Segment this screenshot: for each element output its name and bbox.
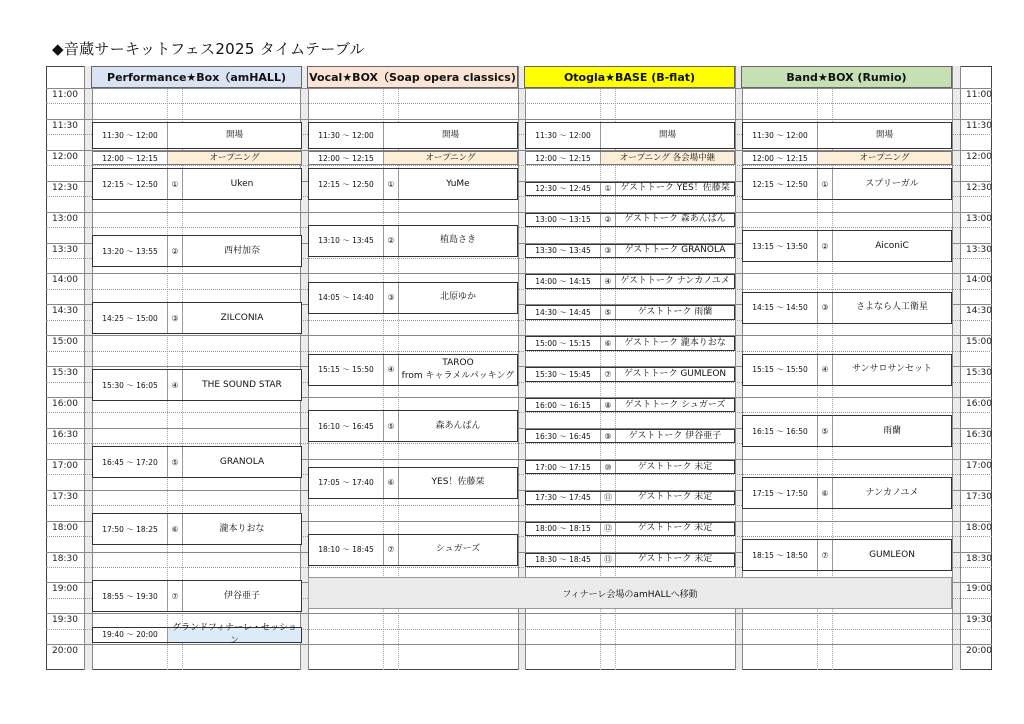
event-number: ③ [168, 303, 183, 333]
event-name: ゲストトーク ナンカノユメ [620, 276, 730, 287]
event-slot [742, 477, 952, 509]
time-label-right: 14:30 [966, 306, 992, 317]
event-time: 15:30 ～ 15:45 [526, 368, 601, 380]
time-label-left: 11:00 [52, 90, 78, 100]
event-slot [742, 539, 952, 571]
venue-header: Otogla★BASE (B-flat) [524, 66, 735, 88]
event-number: ⑦ [601, 368, 616, 380]
event-number: ② [168, 236, 183, 266]
event-number: ⑥ [601, 337, 616, 349]
event-name: ゲストトーク 伊谷亜子 [628, 430, 722, 441]
column-gap-stripe [84, 66, 92, 670]
time-label-right: 15:30 [966, 368, 992, 379]
event-number: ⑥ [168, 514, 183, 544]
time-label-right: 15:00 [966, 337, 992, 348]
event-slot [308, 354, 518, 386]
event-time: 11:30 ～ 12:00 [309, 123, 384, 148]
event-slot [92, 446, 302, 478]
event-name: 森あんぱん [435, 420, 481, 431]
time-label-right: 20:00 [966, 646, 992, 657]
event-time: 13:10 ～ 13:45 [309, 226, 384, 256]
event-name: オープニング 各会場中継 [619, 152, 716, 163]
event-name: YES！佐藤栞 [431, 477, 485, 488]
event-name: ZILCONIA [220, 312, 264, 323]
event-time: 16:00 ～ 16:15 [526, 399, 601, 411]
event-number: ⑤ [601, 306, 616, 318]
time-row-line [46, 273, 992, 274]
time-label-right: 17:30 [966, 491, 992, 502]
event-number: ⑦ [818, 540, 833, 570]
time-label-left: 20:00 [52, 646, 78, 657]
event-slot [742, 230, 952, 262]
event-number: ⑬ [601, 554, 616, 566]
event-slot [308, 151, 518, 165]
event-time: 12:00 ～ 12:15 [743, 152, 818, 164]
event-number: ⑨ [601, 430, 616, 442]
time-label-right: 13:00 [966, 213, 992, 224]
event-name: ゲストトーク YES！佐藤栞 [620, 183, 730, 194]
time-label-right: 17:00 [966, 460, 992, 471]
event-number: ⑥ [384, 468, 399, 498]
time-label-left: 15:30 [52, 368, 78, 379]
event-number: ⑩ [601, 461, 616, 473]
event-name: ゲストトーク 未定 [637, 554, 713, 565]
event-time: 12:15 ～ 12:50 [743, 169, 818, 199]
event-slot [742, 415, 952, 447]
time-label-left: 16:00 [52, 399, 78, 409]
event-time: 17:15 ～ 17:50 [743, 478, 818, 508]
event-time: 18:15 ～ 18:50 [743, 540, 818, 570]
time-label-left: 16:30 [52, 429, 78, 440]
venue-header: Performance★Box（amHALL) [91, 66, 302, 88]
event-number: ② [384, 226, 399, 256]
event-name: ナンカノユメ [865, 487, 919, 498]
event-time: 12:15 ～ 12:50 [309, 169, 384, 199]
event-number: ⑥ [818, 478, 833, 508]
event-name: 西村加奈 [223, 245, 260, 256]
event-name: グランドフィナーレ・セッション [172, 622, 297, 646]
event-name: サンサロサンセット [851, 364, 933, 375]
event-slot [525, 274, 735, 288]
event-name: 開場 [875, 129, 893, 140]
event-time: 15:15 ～ 15:50 [309, 355, 384, 385]
column-line [952, 66, 953, 670]
event-number: ② [818, 231, 833, 261]
time-label-right: 18:00 [966, 522, 992, 533]
half-row-line [46, 289, 992, 290]
event-name: さよなら人工衛星 [855, 302, 928, 313]
half-row-line [46, 351, 992, 352]
time-row-line [46, 88, 992, 89]
event-slot [525, 182, 735, 196]
event-slot [92, 580, 302, 612]
event-number: ② [601, 214, 616, 226]
half-row-line [46, 412, 992, 413]
event-time: 13:15 ～ 13:50 [743, 231, 818, 261]
time-label-left: 13:00 [52, 213, 78, 224]
time-label-right: 11:00 [966, 90, 992, 100]
event-slot [308, 534, 518, 566]
half-row-line [46, 165, 992, 166]
event-number: ⑤ [168, 447, 183, 477]
event-slot [525, 522, 735, 536]
event-name: 植島さき [439, 235, 476, 246]
time-label-right: 19:30 [966, 615, 992, 626]
event-slot [92, 122, 302, 149]
column-line [84, 66, 85, 670]
event-slot [525, 305, 735, 319]
event-number: ③ [818, 293, 833, 323]
event-slot [525, 553, 735, 567]
event-slot [92, 151, 302, 165]
event-number: ⑦ [384, 535, 399, 565]
event-name: 開場 [658, 129, 676, 140]
event-time: 13:00 ～ 13:15 [526, 214, 601, 226]
event-time: 12:00 ～ 12:15 [309, 152, 384, 164]
time-row-line [46, 119, 992, 120]
event-slot [742, 354, 952, 386]
event-time: 14:15 ～ 14:50 [743, 293, 818, 323]
event-name: 雨蘭 [882, 425, 901, 436]
time-label-left: 12:30 [52, 182, 78, 193]
event-name: オープニング [859, 152, 910, 163]
event-time: 16:45 ～ 17:20 [93, 447, 168, 477]
event-name: GUMLEON [869, 549, 915, 560]
event-time: 14:30 ～ 14:45 [526, 306, 601, 318]
event-slot [308, 282, 518, 314]
event-name: THE SOUND STAR [202, 379, 282, 390]
event-number: ① [168, 169, 183, 199]
event-number: ⑦ [168, 581, 183, 611]
event-name: ゲストトーク 未定 [637, 492, 713, 503]
event-slot [525, 460, 735, 474]
event-number: ③ [601, 245, 616, 257]
event-time: 12:00 ～ 12:15 [93, 152, 168, 164]
event-slot [308, 410, 518, 442]
event-slot [92, 235, 302, 267]
event-slot [525, 491, 735, 505]
time-label-right: 13:30 [966, 244, 992, 255]
event-slot [92, 302, 302, 334]
time-label-left: 11:30 [52, 120, 78, 131]
event-name: ゲストトーク GRANOLA [624, 245, 726, 256]
time-label-right: 16:30 [966, 429, 992, 440]
time-label-right: 12:30 [966, 182, 992, 193]
event-name: 伊谷亜子 [223, 590, 260, 601]
page-title: ◆音蔵サーキットフェス2025 タイムテーブル [52, 40, 365, 58]
event-slot [742, 151, 952, 165]
time-label-left: 12:00 [52, 151, 78, 162]
event-time: 18:55 ～ 19:30 [93, 581, 168, 611]
event-time: 16:30 ～ 16:45 [526, 430, 601, 442]
event-number: ① [818, 169, 833, 199]
event-name: ゲストトーク 瀧本りおな [624, 337, 726, 348]
event-slot [525, 367, 735, 381]
event-slot [525, 122, 735, 149]
event-time: 17:50 ～ 18:25 [93, 514, 168, 544]
event-time: 17:05 ～ 17:40 [309, 468, 384, 498]
time-label-left: 19:00 [52, 584, 78, 595]
event-number: ④ [384, 355, 399, 385]
event-name: 開場 [225, 129, 243, 140]
event-time: 16:10 ～ 16:45 [309, 411, 384, 441]
time-label-right: 14:00 [966, 275, 992, 286]
event-name: YuMe [446, 178, 470, 189]
half-row-line [46, 103, 992, 104]
event-name: ゲストトーク GUMLEON [623, 368, 727, 379]
event-time: 12:30 ～ 12:45 [526, 183, 601, 195]
event-slot [525, 213, 735, 227]
event-slot [525, 429, 735, 443]
event-number: ⑪ [601, 492, 616, 504]
venue-header: Vocal★BOX（Soap opera classics) [307, 66, 518, 88]
event-time: 11:30 ～ 12:00 [743, 123, 818, 148]
event-number: ③ [384, 283, 399, 313]
event-name: ゲストトーク 森あんぱん [624, 214, 726, 225]
event-number: ⑫ [601, 523, 616, 535]
event-number: ① [601, 183, 616, 195]
event-slot [742, 122, 952, 149]
event-time: 18:00 ～ 18:15 [526, 523, 601, 535]
event-slot [742, 168, 952, 200]
event-slot [742, 292, 952, 324]
event-name: 瀧本りおな [219, 523, 265, 534]
event-number: ⑤ [818, 416, 833, 446]
column-line [960, 66, 961, 670]
time-label-right: 12:00 [966, 151, 992, 162]
column-gap-stripe [952, 66, 960, 670]
time-row-line [46, 613, 992, 614]
event-number: ⑤ [384, 411, 399, 441]
time-label-left: 19:30 [52, 615, 78, 626]
time-row-line [46, 335, 992, 336]
time-label-left: 14:30 [52, 306, 78, 317]
time-label-left: 18:30 [52, 553, 78, 564]
event-time: 15:30 ～ 16:05 [93, 370, 168, 400]
event-name: ゲストトーク シュガーズ [624, 399, 726, 410]
event-time: 15:00 ～ 15:15 [526, 337, 601, 349]
event-slot [525, 151, 735, 165]
event-slot [308, 168, 518, 200]
event-time: 14:25 ～ 15:00 [93, 303, 168, 333]
event-number: ④ [818, 355, 833, 385]
event-time: 18:10 ～ 18:45 [309, 535, 384, 565]
event-time: 11:30 ～ 12:00 [526, 123, 601, 148]
event-name: ゲストトーク 未定 [637, 461, 713, 472]
time-label-right: 16:00 [966, 399, 992, 409]
event-name: 開場 [441, 129, 459, 140]
event-time: 13:30 ～ 13:45 [526, 245, 601, 257]
event-slot [308, 122, 518, 149]
time-label-left: 18:00 [52, 522, 78, 533]
event-slot [92, 513, 302, 545]
event-number: ⑧ [601, 399, 616, 411]
time-label-left: 17:00 [52, 460, 78, 471]
event-slot [525, 336, 735, 350]
event-name: オープニング [209, 152, 260, 163]
event-time: 12:00 ～ 12:15 [526, 152, 601, 164]
event-slot [92, 369, 302, 401]
time-label-left: 14:00 [52, 275, 78, 286]
event-number: ④ [168, 370, 183, 400]
event-time: 19:40 ～ 20:00 [93, 628, 168, 643]
time-row-line [46, 212, 992, 213]
event-name: ゲストトーク 未定 [637, 523, 713, 534]
event-time: 15:15 ～ 15:50 [743, 355, 818, 385]
event-name: AiconiC [875, 240, 909, 251]
event-name: ゲストトーク 雨蘭 [637, 307, 713, 318]
event-slot [525, 244, 735, 258]
event-slot [308, 225, 518, 257]
time-label-right: 18:30 [966, 553, 992, 564]
event-time: 18:30 ～ 18:45 [526, 554, 601, 566]
event-slot [92, 622, 302, 646]
time-label-right: 19:00 [966, 584, 992, 595]
event-time: 14:00 ～ 14:15 [526, 275, 601, 287]
time-label-left: 15:00 [52, 337, 78, 348]
time-label-left: 13:30 [52, 244, 78, 255]
finale-moving-note: フィナーレ会場のamHALLへ移動 [308, 577, 952, 609]
event-slot [525, 398, 735, 412]
event-name: オープニング [425, 152, 476, 163]
event-time: 12:15 ～ 12:50 [93, 169, 168, 199]
time-label-left: 17:30 [52, 491, 78, 502]
event-number: ④ [601, 275, 616, 287]
event-slot [308, 467, 518, 499]
event-time: 16:15 ～ 16:50 [743, 416, 818, 446]
event-time: 17:00 ～ 17:15 [526, 461, 601, 473]
event-time: 13:20 ～ 13:55 [93, 236, 168, 266]
event-name: Uken [230, 178, 254, 189]
event-slot [92, 168, 302, 200]
event-name: GRANOLA [219, 456, 265, 467]
event-time: 11:30 ～ 12:00 [93, 123, 168, 148]
half-row-line [46, 227, 992, 228]
event-time: 17:30 ～ 17:45 [526, 492, 601, 504]
event-name: 北原ゆか [439, 292, 476, 303]
event-time: 14:05 ～ 14:40 [309, 283, 384, 313]
event-name: スプリーガル [865, 178, 919, 189]
event-name: TAROO from キャラメルパッキング [401, 357, 515, 381]
venue-header: Band★BOX (Rumio) [741, 66, 952, 88]
time-label-right: 11:30 [966, 120, 992, 131]
event-name: シュガーズ [435, 544, 481, 555]
event-number: ① [384, 169, 399, 199]
